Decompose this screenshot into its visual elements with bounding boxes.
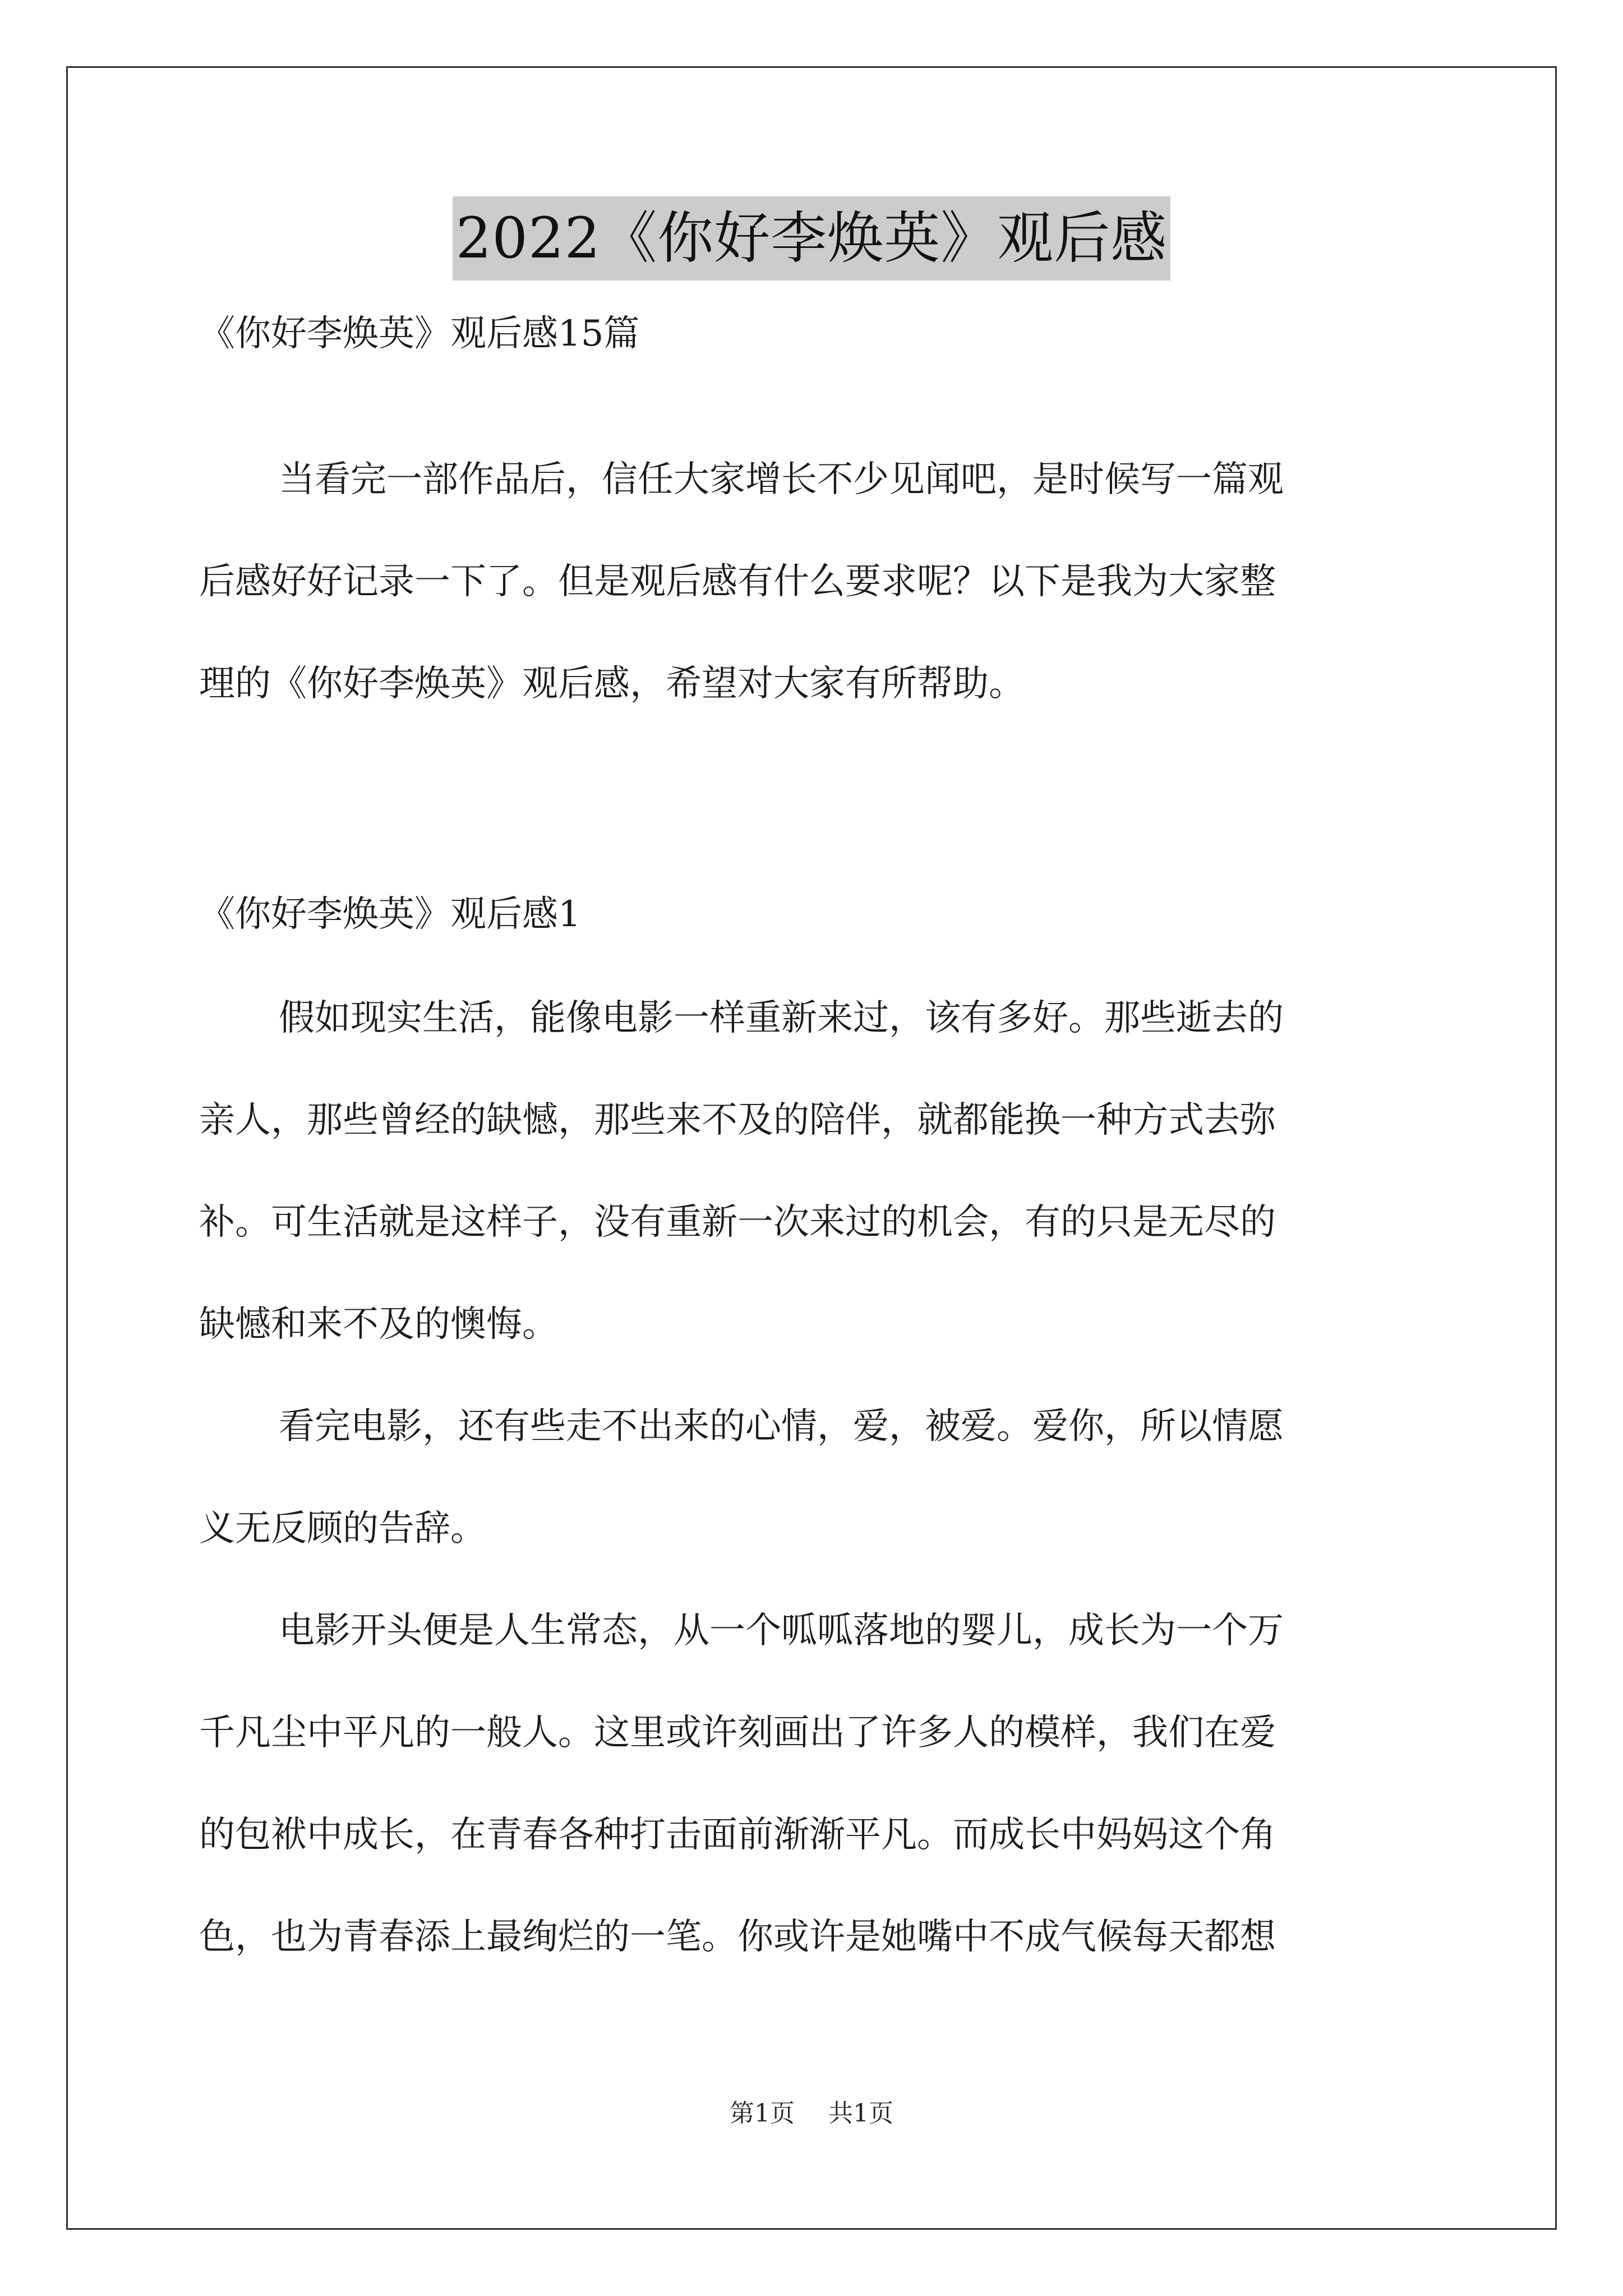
- page-number: 第1页: [730, 2099, 795, 2128]
- intro-line-3: 理的《你好李焕英》观后感，希望对大家有所帮助。: [199, 663, 1025, 705]
- title-container: [0, 196, 1623, 280]
- paragraph-2-line-2: 义无反顾的告辞。: [199, 1508, 486, 1549]
- paragraph-2-line-1: 看完电影，还有些走不出来的心情，爱，被爱。爱你，所以情愿: [279, 1406, 1284, 1447]
- intro-paragraph: [199, 454, 1424, 709]
- document-subtitle: 《你好李焕英》观后感15篇: [199, 313, 640, 355]
- intro-line-1: 当看完一部作品后，信任大家增长不少见闻吧，是时候写一篇观: [279, 459, 1284, 500]
- paragraph-3-line-2: 千凡尘中平凡的一般人。这里或许刻画出了许多人的模样，我们在爱: [199, 1712, 1276, 1754]
- body-paragraph-1: [199, 993, 1424, 1350]
- paragraph-1-line-3: 补。可生活就是这样子，没有重新一次来过的机会，有的只是无尽的: [199, 1202, 1276, 1243]
- paragraph-1-line-4: 缺憾和来不及的懊悔。: [199, 1304, 558, 1345]
- page-total: 共1页: [828, 2099, 893, 2128]
- paragraph-1-line-2: 亲人，那些曾经的缺憾，那些来不及的陪伴，就都能换一种方式去弥: [199, 1099, 1276, 1141]
- section-heading: 《你好李焕英》观后感1: [199, 894, 581, 935]
- paragraph-3-line-4: 色，也为青春添上最绚烂的一笔。你或许是她嘴中不成气候每天都想: [199, 1916, 1276, 1958]
- intro-line-2: 后感好好记录一下了。但是观后感有什么要求呢？以下是我为大家整: [199, 561, 1276, 602]
- paragraph-3-line-1: 电影开头便是人生常态，从一个呱呱落地的婴儿，成长为一个万: [279, 1610, 1284, 1651]
- paragraph-1-line-1: 假如现实生活，能像电影一样重新来过，该有多好。那些逝去的: [279, 997, 1284, 1039]
- document-title: 2022《你好李焕英》观后感: [453, 196, 1171, 280]
- page-footer: [0, 2097, 1623, 2131]
- paragraph-3-line-3: 的包袱中成长，在青春各种打击面前渐渐平凡。而成长中妈妈这个角: [199, 1814, 1276, 1856]
- body-paragraph-2: [199, 1401, 1424, 1554]
- body-paragraph-3: [199, 1605, 1424, 1962]
